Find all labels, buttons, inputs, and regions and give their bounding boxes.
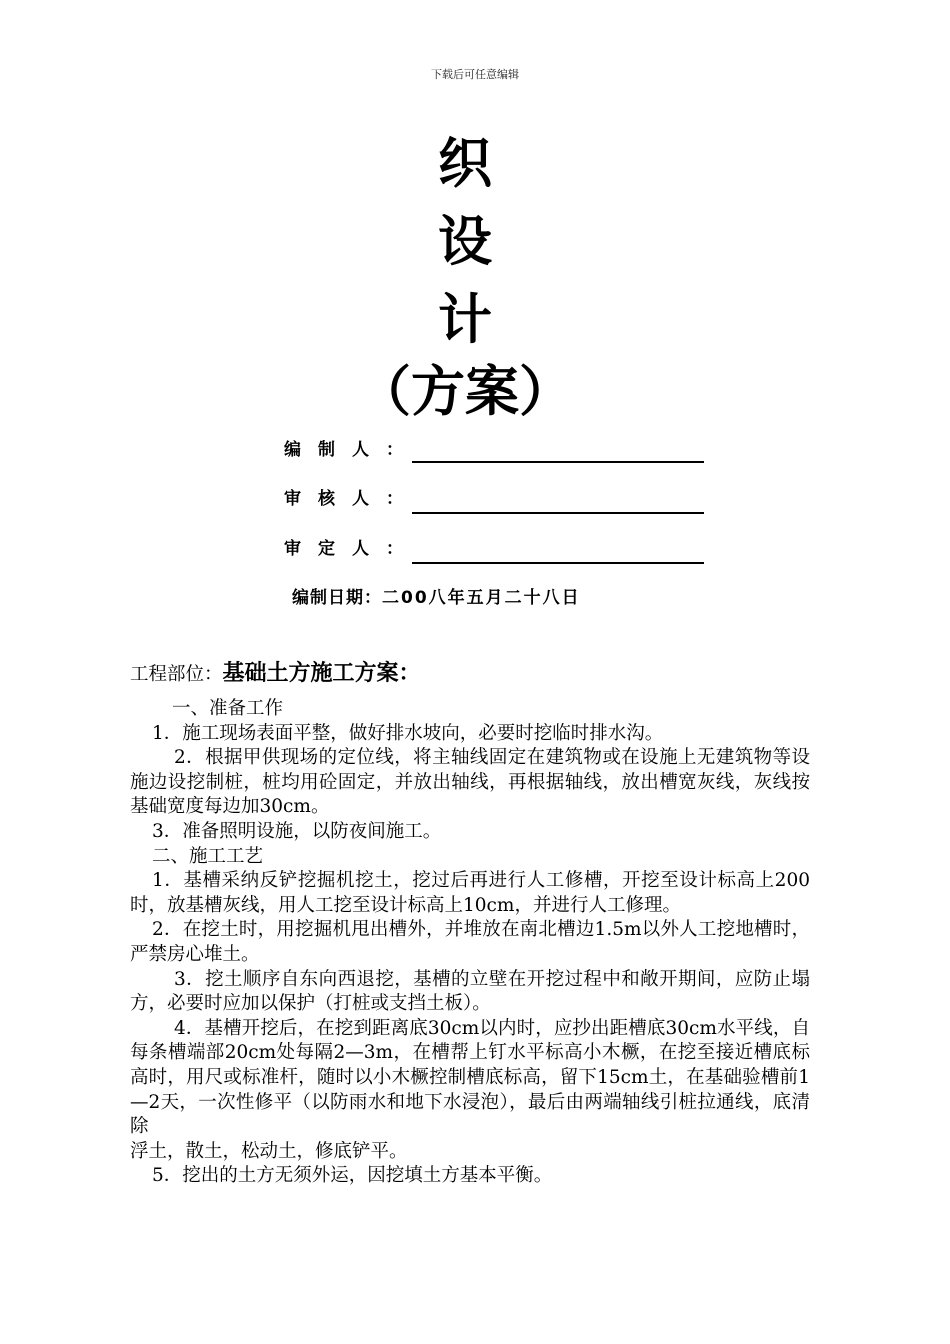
project-part-label: 工程部位：: [130, 664, 223, 685]
date-label: 编制日期：: [292, 588, 382, 608]
header-note: 下载后可任意编辑: [431, 68, 519, 81]
reviewer-label: 审核人：: [284, 489, 420, 509]
title-char-3: 计: [438, 288, 492, 351]
paragraph-2-2: 2．在挖土时，用挖掘机甩出槽外，并堆放在南北槽边1.5m以外人工挖地槽时，严禁房心堆土。: [130, 919, 810, 965]
paragraph-2-5: 5．挖出的土方无须外运，因挖填土方基本平衡。: [152, 1165, 553, 1187]
paragraph-2-4-cont: 浮土，散土，松动土，修底铲平。: [130, 1140, 408, 1162]
title-char-1: 织: [438, 132, 492, 195]
paragraph-2-3: 3．挖土顺序自东向西退挖，基槽的立壁在开挖过程中和敞开期间，应防止塌方，必要时应加以保护（打桩或支挡土板）。: [130, 968, 810, 1015]
project-part: [130, 660, 421, 689]
reviewer-signature-line: [412, 512, 704, 514]
title-char-2: 设: [438, 210, 492, 273]
title-subtitle: （方案）: [357, 360, 573, 423]
paragraph-1-3: 3．准备照明设施，以防夜间施工。: [152, 820, 442, 842]
approver-label: 审定人：: [284, 539, 420, 559]
paragraph-2-4: 4．基槽开挖后，在挖到距离底30cm以内时，应抄出距槽底30cm水平线，自每条槽端部20cm处每隔2—3m，在槽帮上钉水平标高小木橛，在挖至接近槽底标高时，用尺或标准杆，随时以小木橛控制槽底标高，留下15cm土，在基础验槽前1—2天，一次性修平（以防雨水和地下水浸泡），最后由两端轴线引桩拉通线，底清除: [130, 1017, 810, 1138]
paragraph-1-2: 2．根据甲供现场的定位线，将主轴线固定在建筑物或在设施上无建筑物等设施边设挖制桩，桩均用砼固定，并放出轴线，再根据轴线，放出槽宽灰线，灰线按基础宽度每边加30cm。: [130, 747, 810, 818]
section-heading-1: 一、准备工作: [172, 698, 284, 719]
paragraph-1-1: 1．施工现场表面平整，做好排水坡向，必要时挖临时排水沟。: [152, 722, 664, 744]
date-value: 二00八年五月二十八日: [382, 588, 581, 608]
paragraph-2-1: 1．基槽采纳反铲挖掘机挖土，挖过后再进行人工修槽，开挖至设计标高上200时，放基槽灰线，用人工挖至设计标高上10cm，并进行人工修理。: [130, 870, 810, 916]
compile-date: [292, 586, 581, 610]
section-heading-2: 二、施工工艺: [152, 845, 264, 867]
compiler-signature-line: [412, 461, 704, 463]
project-part-value: 基础土方施工方案：: [222, 661, 421, 686]
approver-signature-line: [412, 562, 704, 564]
document-body: [130, 697, 810, 1189]
compiler-label: 编制人：: [284, 440, 420, 460]
